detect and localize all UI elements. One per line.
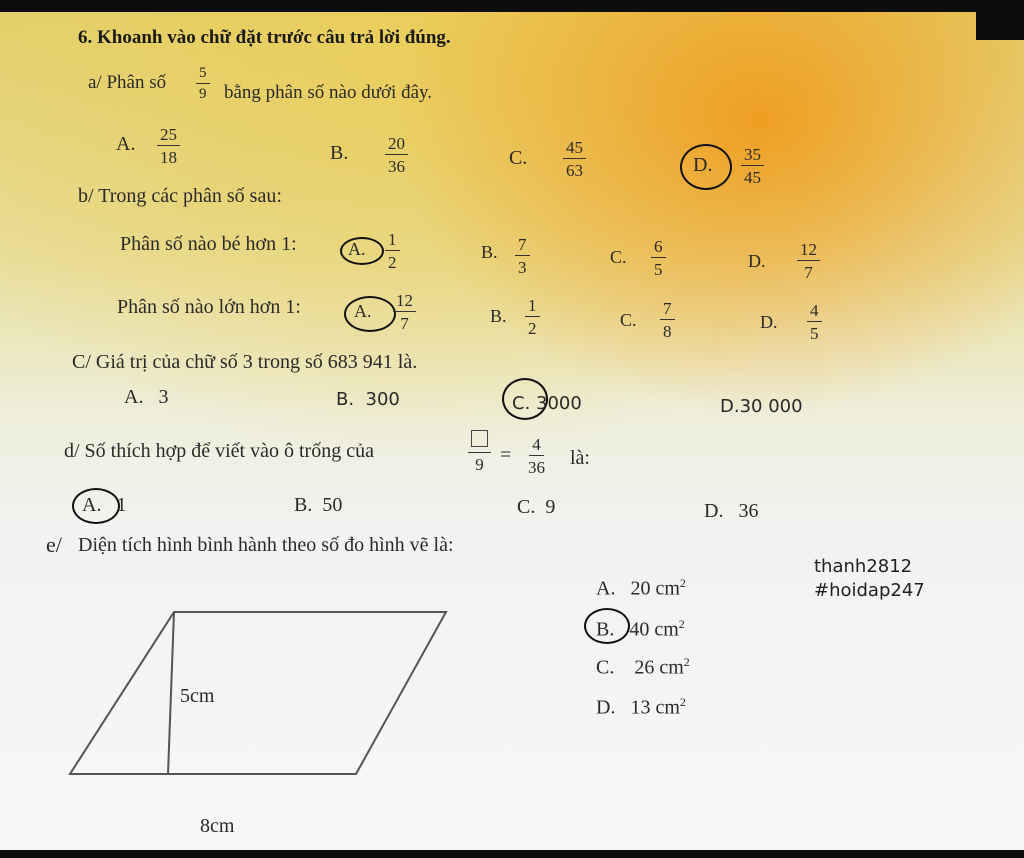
part-b-greater-option-d-label[interactable]: D.: [760, 312, 778, 332]
photo-frame-bottom: [0, 850, 1024, 858]
part-b-greater-option-b-fraction: [525, 297, 540, 337]
part-c-option-d[interactable]: [720, 398, 803, 416]
fraction-denominator: 7: [804, 263, 813, 282]
part-b-greater-option-c-label[interactable]: C.: [620, 310, 637, 330]
part-b-less-option-c-fraction: [651, 238, 666, 278]
part-c-option-a[interactable]: [124, 387, 168, 407]
part-d-rhs-fraction: [528, 436, 545, 476]
part-a-fraction: [196, 66, 210, 102]
option-label: B.: [336, 389, 355, 410]
fraction-denominator: 7: [400, 314, 409, 333]
part-b-less-option-d-fraction: [797, 241, 820, 281]
equals-sign: =: [500, 444, 512, 466]
fraction-numerator: 12: [393, 292, 416, 312]
option-value: 20: [630, 577, 651, 600]
option-value: 3000: [536, 393, 582, 414]
option-label: A.: [596, 577, 616, 600]
part-b-greater-prompt: Phân số nào lớn hơn 1:: [117, 296, 301, 318]
base-label: 8cm: [200, 815, 235, 837]
part-d-suffix: là:: [570, 447, 590, 469]
part-a-option-d-label[interactable]: D.: [693, 154, 713, 176]
fraction-denominator: 2: [528, 319, 537, 338]
part-b-less-option-a-fraction: [385, 231, 400, 271]
photo-frame-corner: [976, 0, 1024, 40]
fraction-denominator: 36: [528, 458, 545, 477]
fraction-numerator: 6: [651, 238, 666, 258]
unit-power: 2: [679, 576, 686, 590]
part-a-option-a-label[interactable]: A.: [116, 133, 136, 155]
part-b-greater-option-b-label[interactable]: B.: [490, 306, 507, 326]
option-value: 13: [630, 696, 651, 719]
part-c-option-c[interactable]: [512, 395, 582, 413]
option-unit: cm: [655, 696, 680, 719]
fraction-denominator: 8: [663, 322, 672, 341]
option-unit: cm: [654, 618, 679, 641]
part-a-option-b-fraction: [385, 135, 408, 175]
option-label: B.: [596, 618, 615, 641]
fraction-numerator: 25: [157, 126, 180, 146]
option-value: 1: [116, 494, 127, 516]
fraction-denominator: 9: [475, 455, 484, 474]
option-value: 36: [738, 500, 759, 522]
fraction-denominator: 3: [518, 258, 527, 277]
fraction-numerator: 5: [196, 66, 210, 84]
part-b-less-option-c-label[interactable]: C.: [610, 247, 627, 267]
option-unit: cm: [655, 577, 680, 600]
unit-power: 2: [678, 617, 685, 631]
fraction-denominator: 45: [744, 168, 761, 187]
part-d-blank-fraction: [468, 430, 491, 473]
part-e-marker: e/: [46, 532, 62, 557]
fraction-numerator: 4: [529, 436, 544, 456]
part-d-option-a[interactable]: [82, 495, 126, 515]
height-label: 5cm: [180, 685, 215, 707]
parallelogram-shape: [70, 612, 446, 774]
fraction-numerator: 7: [660, 300, 675, 320]
part-e-option-b[interactable]: [596, 618, 685, 640]
option-label: C.: [517, 496, 536, 518]
part-c-question: C/ Giá trị của chữ số 3 trong số 683 941 là.: [72, 351, 418, 373]
blank-numerator: [468, 430, 491, 453]
part-b-less-prompt: Phân số nào bé hơn 1:: [120, 233, 297, 255]
option-label: D.: [596, 696, 616, 719]
fraction-denominator: 2: [388, 253, 397, 272]
fraction-numerator: 12: [797, 241, 820, 261]
part-b-less-option-a-label[interactable]: A.: [348, 239, 366, 259]
fraction-numerator: 1: [385, 231, 400, 251]
option-label: D.: [720, 396, 740, 417]
option-label: C.: [512, 393, 531, 414]
fraction-denominator: 9: [199, 86, 207, 102]
option-label: B.: [294, 494, 313, 516]
part-b-less-option-b-label[interactable]: B.: [481, 242, 498, 262]
part-c-option-b[interactable]: [336, 391, 400, 409]
option-label: A.: [124, 386, 144, 408]
fraction-numerator: 4: [807, 302, 822, 322]
part-a-option-d-fraction: [741, 146, 764, 186]
option-value: 3: [158, 386, 169, 408]
fraction-numerator: 45: [563, 139, 586, 159]
unit-power: 2: [679, 695, 686, 709]
fraction-numerator: 7: [515, 236, 530, 256]
fraction-numerator: 35: [741, 146, 764, 166]
unit-power: 2: [683, 655, 690, 669]
option-value: 26: [634, 656, 655, 679]
fraction-denominator: 5: [810, 324, 819, 343]
part-d-option-c[interactable]: [517, 497, 555, 517]
option-value: 50: [322, 494, 343, 516]
option-value: 40: [629, 618, 650, 641]
part-b-less-option-b-fraction: [515, 236, 530, 276]
part-e-option-c[interactable]: [596, 656, 690, 678]
part-b-less-option-d-label[interactable]: D.: [748, 251, 766, 271]
parallelogram-figure: [60, 600, 460, 790]
part-e-option-a[interactable]: [596, 577, 686, 599]
part-a-prefix: a/ Phân số: [88, 72, 167, 93]
part-e-question: Diện tích hình bình hành theo số đo hình vẽ là:: [78, 534, 454, 556]
blank-box: [471, 430, 488, 447]
option-value: 300: [365, 389, 400, 410]
part-d-prefix: d/ Số thích hợp để viết vào ô trống của: [64, 440, 374, 462]
watermark-tag: #hoidap247: [814, 580, 925, 601]
part-a-option-c-fraction: [563, 139, 586, 179]
option-label: C.: [596, 656, 615, 679]
part-b-greater-option-a-fraction: [393, 292, 416, 332]
part-b-greater-option-d-fraction: [807, 302, 822, 342]
question-title: 6. Khoanh vào chữ đặt trước câu trả lời đúng.: [78, 27, 451, 48]
photo-frame-top: [0, 0, 1024, 12]
fraction-denominator: 36: [388, 157, 405, 176]
option-value: 30 000: [739, 396, 803, 417]
part-b-heading: b/ Trong các phân số sau:: [78, 185, 282, 207]
fraction-denominator: 5: [654, 260, 663, 279]
part-a-option-b-label[interactable]: B.: [330, 142, 349, 164]
watermark-user: thanh2812: [814, 556, 913, 577]
part-e-option-d[interactable]: [596, 696, 686, 718]
height-line: [168, 612, 174, 774]
part-d-option-d[interactable]: [704, 501, 758, 521]
part-b-greater-option-a-label[interactable]: A.: [354, 301, 372, 321]
part-a-option-a-fraction: [157, 126, 180, 166]
fraction-denominator: 63: [566, 161, 583, 180]
option-unit: cm: [659, 656, 684, 679]
option-label: D.: [704, 500, 724, 522]
fraction-denominator: 18: [160, 148, 177, 167]
part-a-suffix: bằng phân số nào dưới đây.: [224, 82, 433, 103]
part-b-greater-option-c-fraction: [660, 300, 675, 340]
fraction-numerator: 1: [525, 297, 540, 317]
option-value: 9: [545, 496, 556, 518]
part-d-option-b[interactable]: [294, 495, 342, 515]
option-label: A.: [82, 494, 102, 516]
part-a-option-c-label[interactable]: C.: [509, 147, 528, 169]
fraction-numerator: 20: [385, 135, 408, 155]
